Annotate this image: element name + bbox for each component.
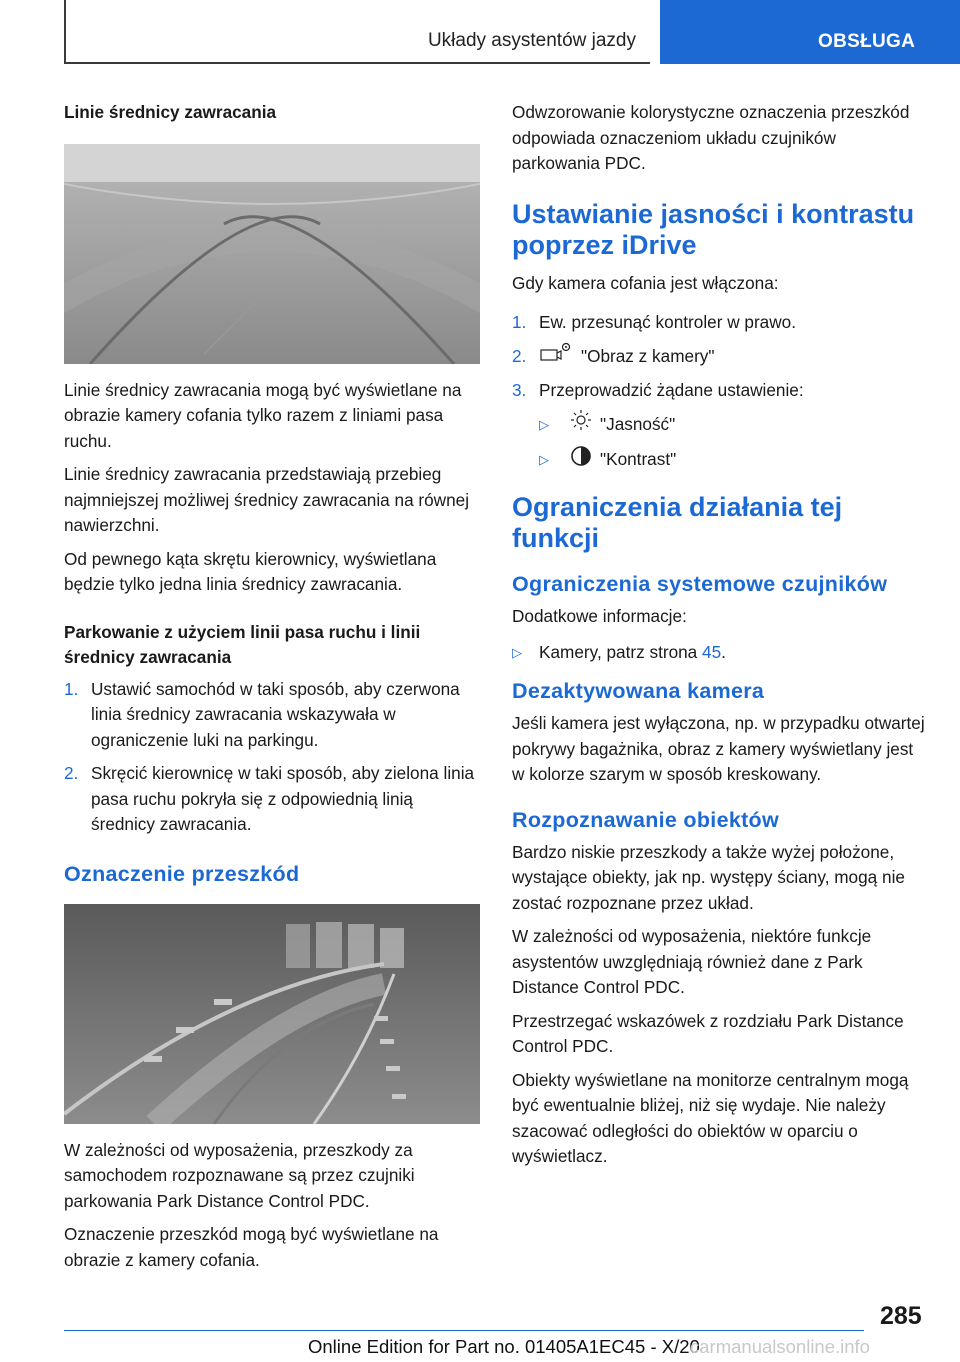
obstacle-marking-image (64, 904, 480, 1124)
contrast-icon (570, 445, 592, 475)
header-left-rule (64, 0, 66, 64)
parking-heading: Parkowanie z użyciem linii pasa ruchu i linii średnicy zawracania (64, 621, 421, 667)
camera-disabled-heading: Dezaktywowana kamera (512, 679, 765, 704)
sensor-bullet-end: . (721, 641, 726, 662)
settings-sub-bullets (539, 412, 926, 474)
sensor-bullet-text: Kamery, patrz strona (539, 641, 698, 662)
step-text: Ew. przesunąć kontroler w prawo. (539, 312, 796, 332)
turning-circle-figure (64, 144, 480, 364)
turning-circle-image (64, 144, 480, 364)
sensor-limits-heading: Ograniczenia systemowe czujników (512, 572, 888, 597)
list-item (512, 310, 926, 336)
contrast-label: "Kontrast" (600, 449, 677, 470)
bullet-triangle-icon: ▷ (512, 644, 522, 660)
step-number: 2. (64, 763, 79, 783)
footer-rule (64, 1330, 864, 1331)
header-section-title: Układy asystentów jazdy (427, 30, 636, 51)
object-detection-paragraph-2: W zależności od wyposażenia, niektóre funkcje asystentów uwzględniają również dane z Park Distance Control PDC. (512, 926, 872, 998)
right-column (512, 100, 926, 1178)
settings-steps (512, 310, 926, 404)
bullet-triangle-icon: ▷ (539, 416, 549, 432)
brightness-contrast-heading: Ustawianie jasności i kontrastu poprzez iDrive (512, 198, 915, 260)
turning-circle-paragraph-3: Od pewnego kąta skrętu kierownicy, wyświetlana będzie tylko jedna linia średnicy zawracania. (64, 548, 437, 594)
step-number: 3. (512, 380, 527, 401)
list-item (539, 447, 926, 474)
obstacle-marking-paragraph-2: Oznaczenie przeszkód mogą być wyświetlane na obrazie z kamery cofania. (64, 1224, 439, 1270)
header-chapter-tab[interactable]: OBSŁUGA (660, 0, 960, 64)
turning-circle-paragraph-2: Linie średnicy zawracania przedstawiają przebieg najmniejszej możliwej średnicy zawracania na równej nawierzchni. (64, 464, 470, 535)
page-reference-link[interactable]: 45 (702, 641, 722, 662)
footer-watermark: carmanualsonline.info (690, 1336, 870, 1357)
list-item (64, 761, 480, 838)
list-item (512, 344, 926, 371)
bullet-triangle-icon: ▷ (539, 452, 549, 468)
camera-disabled-paragraph: Jeśli kamera jest wyłączona, np. w przypadku otwartej pokrywy bagażnika, obraz z kamery wyświetlany jest w kolorze szarym w sposób kreskowany. (512, 713, 925, 785)
brightness-icon (570, 409, 592, 439)
page-number: 285 (880, 1302, 922, 1330)
object-detection-paragraph-1: Bardzo niskie przeszkody a także wyżej położone, wystające obiekty, jak np. występy ściany, mogą nie zostać rozpoznane przez układ. (512, 841, 905, 913)
object-detection-paragraph-4: Obiekty wyświetlane na monitorze centralnym mogą być ewentualnie bliżej, niż się wydaje. Nie należy szacować odległości do obiektów w oparciu o wyświetlacz. (512, 1069, 909, 1167)
step-text: Ustawić samochód w taki sposób, aby czerwona linia średnicy zawracania wskazywała w ograniczenie luki na parkingu. (91, 678, 460, 750)
step-text: Skręcić kierownicę w taki sposób, aby zielona linia pasa ruchu pokryła się z odpowiednią linią średnicy zawracania. (91, 763, 475, 834)
settings-intro: Gdy kamera cofania jest włączona: (512, 272, 779, 293)
object-detection-heading: Rozpoznawanie obiektów (512, 807, 780, 832)
footer-edition: Online Edition for Part no. 01405A1EC45 - X/20 (308, 1336, 700, 1357)
object-detection-paragraph-3: Przestrzegać wskazówek z rozdziału Park Distance Control PDC. (512, 1010, 904, 1057)
list-item (512, 378, 926, 404)
turning-circle-paragraph-1: Linie średnicy zawracania mogą być wyświetlane na obrazie kamery cofania tylko razem z liniami pasa ruchu. (64, 379, 462, 451)
camera-settings-icon (539, 341, 573, 371)
obstacle-marking-paragraph-1: W zależności od wyposażenia, przeszkody za samochodem rozpoznawane są przez czujniki parkowania Park Distance Control PDC. (64, 1139, 415, 1211)
turning-circle-heading: Linie średnicy zawracania (64, 102, 277, 122)
step-text: Przeprowadzić żądane ustawienie: (539, 380, 804, 401)
sensor-bullets (512, 640, 926, 666)
list-item (539, 412, 926, 439)
sensor-intro: Dodatkowe informacje: (512, 606, 687, 627)
list-item (512, 640, 926, 666)
obstacle-marking-figure (64, 904, 480, 1124)
header-bottom-rule (64, 62, 650, 64)
step-number: 1. (64, 678, 79, 699)
brightness-label: "Jasność" (600, 413, 676, 434)
step-text: "Obraz z kamery" (581, 345, 715, 366)
left-column (64, 100, 480, 1281)
list-item (64, 677, 480, 754)
limitations-heading: Ograniczenia działania tej funkcji (512, 492, 843, 554)
step-number: 1. (512, 312, 527, 332)
color-mapping-paragraph: Odwzorowanie kolorystyczne oznaczenia przeszkód odpowiada oznaczeniom układu czujników parkowania PDC. (512, 102, 910, 173)
parking-steps (64, 677, 480, 838)
obstacle-marking-heading: Oznaczenie przeszkód (64, 861, 300, 886)
step-number: 2. (512, 345, 527, 366)
